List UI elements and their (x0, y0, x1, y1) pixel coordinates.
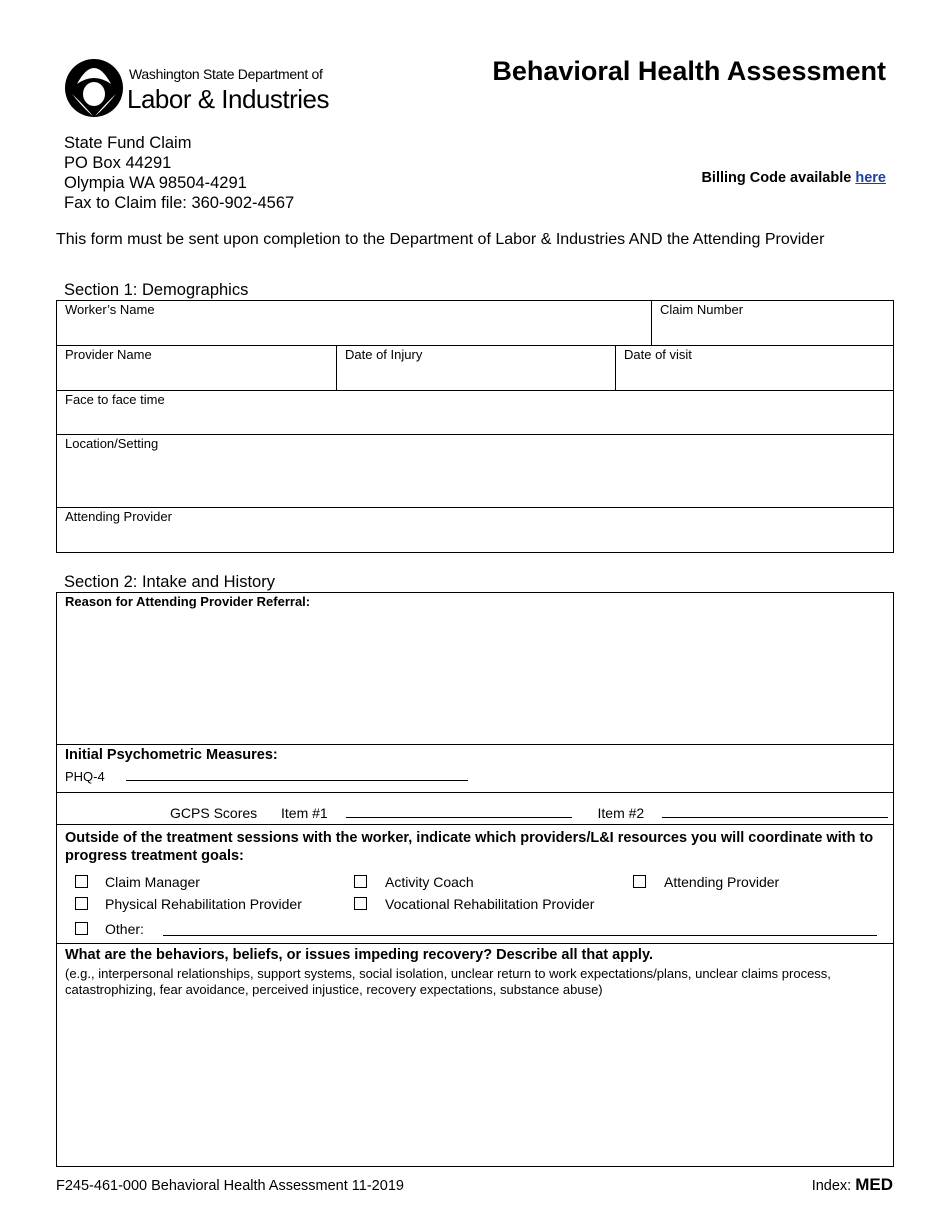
location-setting-field[interactable] (57, 435, 893, 507)
form-title: Behavioral Health Assessment (492, 56, 886, 86)
claim-number-label: Claim Number (660, 302, 744, 317)
other-input[interactable] (163, 922, 877, 936)
address-line-1: State Fund Claim (64, 134, 192, 152)
workers-name-field[interactable] (57, 301, 651, 345)
coordination-section (57, 825, 893, 943)
referral-reason-label: Reason for Attending Provider Referral: (65, 594, 311, 609)
physical-rehab-label: Physical Rehabilitation Provider (105, 896, 302, 912)
provider-name-field[interactable] (57, 346, 336, 390)
agency-logo (63, 54, 333, 118)
item2-label: Item #2 (597, 805, 645, 821)
face-time-label: Face to face time (65, 392, 165, 407)
item1-label: Item #1 (281, 805, 328, 821)
activity-coach-label: Activity Coach (385, 874, 474, 890)
section-2-title: Section 2: Intake and History (64, 573, 275, 591)
face-time-field[interactable] (57, 391, 893, 434)
phq4-label: PHQ-4 (65, 769, 105, 784)
item2-input[interactable] (662, 804, 888, 818)
mailing-address (64, 133, 294, 213)
billing-code-link[interactable]: here (855, 170, 886, 186)
demographics-table (56, 300, 894, 553)
logo-line-2: Labor & Industries (127, 84, 330, 114)
referral-reason-field[interactable] (57, 593, 893, 744)
date-of-injury-label: Date of Injury (345, 347, 423, 362)
section-1-title: Section 1: Demographics (64, 281, 249, 299)
date-of-injury-field[interactable] (336, 346, 615, 390)
address-line-3: Olympia WA 98504-4291 (64, 174, 247, 192)
vocational-rehab-checkbox[interactable] (354, 897, 367, 910)
behaviors-hint: (e.g., interpersonal relationships, support systems, social isolation, unclear return to work expectations/plans, unclear claims process, catastrophizing, fear avoidance, perceived injustice, recovery expectations, substance abuse) (65, 966, 831, 997)
index-value: MED (855, 1175, 893, 1194)
gcps-scores (57, 793, 893, 824)
psychometric-measures (57, 745, 893, 792)
activity-coach-checkbox[interactable] (354, 875, 367, 888)
form-id: F245-461-000 Behavioral Health Assessment 11-2019 (56, 1178, 404, 1194)
coordination-question: Outside of the treatment sessions with the worker, indicate which providers/L&I resources you will coordinate with to progress treatment goals: (65, 830, 874, 864)
behaviors-field[interactable] (57, 944, 893, 998)
agency-logo-icon (63, 54, 125, 118)
behaviors-question: What are the behaviors, beliefs, or issues impeding recovery? Describe all that apply. (65, 947, 653, 963)
other-label: Other: (105, 921, 144, 937)
phq4-input[interactable] (126, 767, 468, 781)
attending-provider-option-label: Attending Provider (664, 874, 780, 890)
address-line-2: PO Box 44291 (64, 154, 172, 172)
index-label: Index: (811, 1178, 852, 1194)
attending-provider-field[interactable] (57, 508, 893, 552)
attending-provider-checkbox[interactable] (633, 875, 646, 888)
submission-notice: This form must be sent upon completion to the Department of Labor & Industries AND the Attending Provider (56, 231, 825, 248)
psychometric-label: Initial Psychometric Measures: (65, 747, 278, 763)
item1-input[interactable] (346, 804, 572, 818)
vocational-rehab-label: Vocational Rehabilitation Provider (385, 896, 595, 912)
other-checkbox[interactable] (75, 922, 88, 935)
provider-name-label: Provider Name (65, 347, 152, 362)
gcps-label: GCPS Scores (170, 805, 258, 821)
claim-manager-checkbox[interactable] (75, 875, 88, 888)
index-code (812, 1175, 893, 1195)
claim-number-field[interactable] (651, 301, 893, 345)
billing-code-note (701, 170, 886, 186)
physical-rehab-checkbox[interactable] (75, 897, 88, 910)
date-of-visit-label: Date of visit (624, 347, 692, 362)
billing-code-text: Billing Code available (701, 170, 852, 186)
location-setting-label: Location/Setting (65, 436, 159, 451)
date-of-visit-field[interactable] (615, 346, 893, 390)
attending-provider-label: Attending Provider (65, 509, 172, 524)
logo-line-1: Washington State Department of (129, 66, 323, 82)
intake-history-table (56, 592, 894, 1167)
claim-manager-label: Claim Manager (105, 874, 200, 890)
address-line-4: Fax to Claim file: 360-902-4567 (64, 194, 295, 212)
workers-name-label: Worker’s Name (65, 302, 155, 317)
